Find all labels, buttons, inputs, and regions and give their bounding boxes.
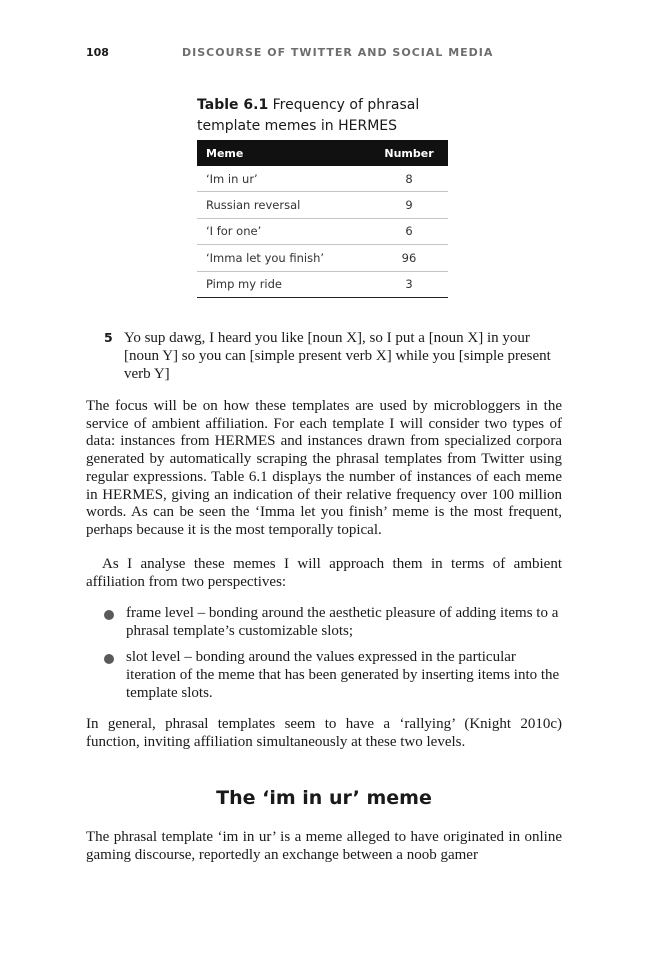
numbered-example: [104, 329, 566, 383]
cell-meme: ‘Imma let you finish’: [206, 250, 325, 265]
list-item: [104, 649, 564, 702]
table-title: Frequency of phrasal template memes in HERMES: [197, 97, 420, 134]
table-row: [197, 192, 448, 218]
table-row: [197, 245, 448, 271]
example-text: Yo sup dawg, I heard you like [noun X], so I put a [noun X] in your [noun Y] so you can [simple present verb X] while you [simple present verb Y]: [124, 330, 551, 382]
table-caption: [197, 95, 457, 137]
running-header: [86, 46, 566, 64]
list-item-text: slot level – bonding around the values expressed in the particular iteration of the meme that has been generated by inserting items into the template slots.: [126, 649, 560, 701]
cell-meme: Russian reversal: [206, 198, 301, 213]
bullet-icon: [104, 654, 114, 664]
list-item-text: frame level – bonding around the aesthetic pleasure of adding items to a phrasal template’s customizable slots;: [126, 605, 559, 639]
column-header-meme: Meme: [206, 146, 244, 160]
body-paragraph: In general, phrasal templates seem to have a ‘rallying’ (Knight 2010c) function, inviting affiliation simultaneously at these two levels.: [86, 716, 562, 750]
table-row: [197, 166, 448, 192]
cell-number: 8: [405, 171, 413, 186]
cell-number: 6: [405, 224, 413, 239]
cell-number: 9: [405, 198, 413, 213]
list-item: [104, 605, 564, 640]
column-header-number: Number: [384, 146, 434, 160]
cell-meme: Pimp my ride: [206, 277, 282, 292]
page-number: 108: [86, 46, 109, 59]
cell-number: 96: [401, 250, 417, 265]
table-row: [197, 272, 448, 298]
section-heading: The ‘im in ur’ meme: [216, 787, 432, 809]
table-row: [197, 219, 448, 245]
table-label: Table 6.1: [197, 97, 269, 113]
cell-number: 3: [405, 277, 413, 292]
body-paragraph: As I analyse these memes I will approach them in terms of ambient affiliation from two perspectives:: [86, 556, 562, 590]
example-number: 5: [104, 330, 113, 345]
bullet-list: [104, 605, 564, 712]
frequency-table: [197, 140, 448, 298]
bullet-icon: [104, 610, 114, 620]
table-header-row: [197, 140, 448, 166]
running-title: DISCOURSE OF TWITTER AND SOCIAL MEDIA: [182, 46, 494, 59]
body-paragraph: The focus will be on how these templates are used by microbloggers in the service of ambient affiliation. For each template I will consider two types of data: instances from HERMES and instances drawn from specialized corpora generated by automatically scraping the phrasal templates from Twitter using regular expressions. Table 6.1 displays the number of instances of each meme in HERMES, giving an indication of their relative frequency over 100 million words. As can be seen the ‘Imma let you finish’ meme is the most frequent, perhaps because it is the most temporally topical.: [86, 398, 562, 538]
cell-meme: ‘Im in ur’: [206, 171, 258, 186]
body-paragraph: The phrasal template ‘im in ur’ is a meme alleged to have originated in online gaming discourse, reportedly an exchange between a noob gamer: [86, 829, 562, 863]
cell-meme: ‘I for one’: [206, 224, 262, 239]
